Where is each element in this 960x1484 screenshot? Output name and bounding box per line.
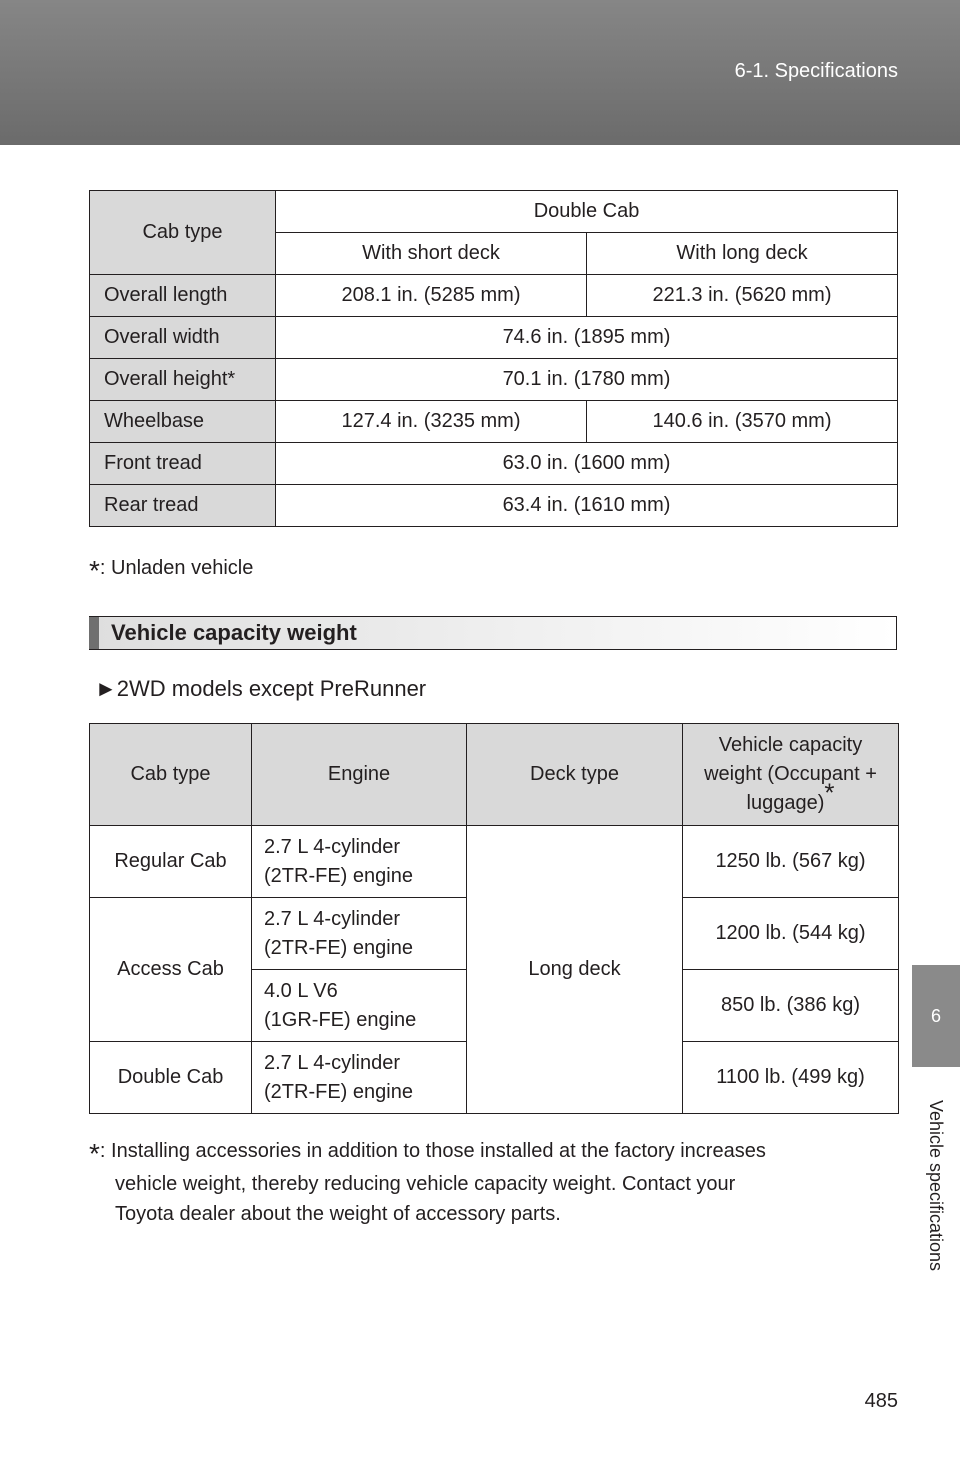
cell-value: 74.6 in. (1895 mm) [276, 317, 898, 359]
table-row [90, 191, 898, 233]
capacity-header-line3: luggage) [746, 792, 825, 814]
deck-type-header: Deck type [467, 724, 683, 826]
footnote-star: * [89, 1138, 100, 1169]
cab-type-header: Cab type [90, 191, 276, 275]
row-label: Front tread [90, 443, 276, 485]
table-row [90, 826, 899, 898]
section-title: 6-1. Specifications [734, 60, 898, 82]
engine-line1: 2.7 L 4-cylinder [264, 835, 400, 858]
footnote-star: * [89, 555, 100, 586]
row-label: Wheelbase [90, 401, 276, 443]
row-label: Rear tread [90, 485, 276, 527]
table-row [90, 485, 898, 527]
footnote-text-line2: vehicle weight, thereby reducing vehicle capacity weight. Contact your [115, 1173, 736, 1195]
engine-line1: 2.7 L 4-cylinder [264, 1051, 400, 1074]
cell-value: 70.1 in. (1780 mm) [276, 359, 898, 401]
engine-line1: 4.0 L V6 [264, 979, 338, 1002]
weight-cell: 1250 lb. (567 kg) [683, 826, 899, 898]
table-row [90, 317, 898, 359]
weight-cell: 850 lb. (386 kg) [683, 970, 899, 1042]
table-row [90, 724, 899, 826]
cab-type-value: Double Cab [276, 191, 898, 233]
deck-cell: Long deck [467, 826, 683, 1114]
engine-line2: (1GR-FE) engine [264, 1008, 417, 1031]
weight-cell: 1100 lb. (499 kg) [683, 1042, 899, 1114]
capacity-header-line2: weight (Occupant + [704, 763, 877, 785]
model-text: 2WD models except PreRunner [116, 676, 427, 701]
chapter-number: 6 [930, 1005, 941, 1026]
capacity-header [683, 724, 899, 826]
engine-cell [252, 898, 467, 970]
footnote-text-line3: Toyota dealer about the weight of accessory parts. [115, 1203, 561, 1225]
table-row [90, 443, 898, 485]
chapter-label-text: Vehicle specifications [926, 1099, 947, 1271]
table-row [90, 275, 898, 317]
subheading-title: Vehicle capacity weight [111, 620, 357, 645]
footnote-accessories [89, 1136, 893, 1229]
row-label: Overall width [90, 317, 276, 359]
engine-line2: (2TR-FE) engine [264, 1080, 413, 1103]
chapter-tab[interactable] [912, 965, 960, 1067]
engine-cell [252, 970, 467, 1042]
capacity-table [89, 723, 899, 1114]
engine-line1: 2.7 L 4-cylinder [264, 907, 400, 930]
arrow-icon: ► [95, 676, 117, 701]
capacity-header-star: * [824, 777, 835, 808]
cell-value: 63.0 in. (1600 mm) [276, 443, 898, 485]
footnote-text-line1: : Installing accessories in addition to those installed at the factory increases [99, 1140, 766, 1162]
table-row [90, 359, 898, 401]
footnote-unladen [89, 555, 253, 587]
footnote-line1 [89, 1136, 893, 1169]
engine-header: Engine [252, 724, 467, 826]
cell-value: 127.4 in. (3235 mm) [276, 401, 587, 443]
cab-cell: Regular Cab [90, 826, 252, 898]
row-label: Overall height* [90, 359, 276, 401]
footnote-text: : Unladen vehicle [99, 557, 254, 579]
long-deck-header: With long deck [587, 233, 898, 275]
cab-cell: Access Cab [90, 898, 252, 1042]
page-header [0, 0, 960, 145]
table-row [90, 401, 898, 443]
model-line [95, 676, 426, 702]
short-deck-header: With short deck [276, 233, 587, 275]
weight-cell: 1200 lb. (544 kg) [683, 898, 899, 970]
cell-value: 63.4 in. (1610 mm) [276, 485, 898, 527]
cab-cell: Double Cab [90, 1042, 252, 1114]
capacity-header-line1: Vehicle capacity [718, 734, 863, 756]
subheading-bar [89, 617, 99, 649]
cell-value: 221.3 in. (5620 mm) [587, 275, 898, 317]
section-subheading [89, 616, 897, 650]
engine-line2: (2TR-FE) engine [264, 864, 413, 887]
cell-value: 140.6 in. (3570 mm) [587, 401, 898, 443]
engine-line2: (2TR-FE) engine [264, 936, 413, 959]
cell-value: 208.1 in. (5285 mm) [276, 275, 587, 317]
dimensions-table [89, 190, 898, 527]
row-label: Overall length [90, 275, 276, 317]
engine-cell [252, 826, 467, 898]
chapter-label [912, 1070, 960, 1300]
engine-cell [252, 1042, 467, 1114]
page-number: 485 [864, 1390, 898, 1412]
cab-type-header: Cab type [90, 724, 252, 826]
